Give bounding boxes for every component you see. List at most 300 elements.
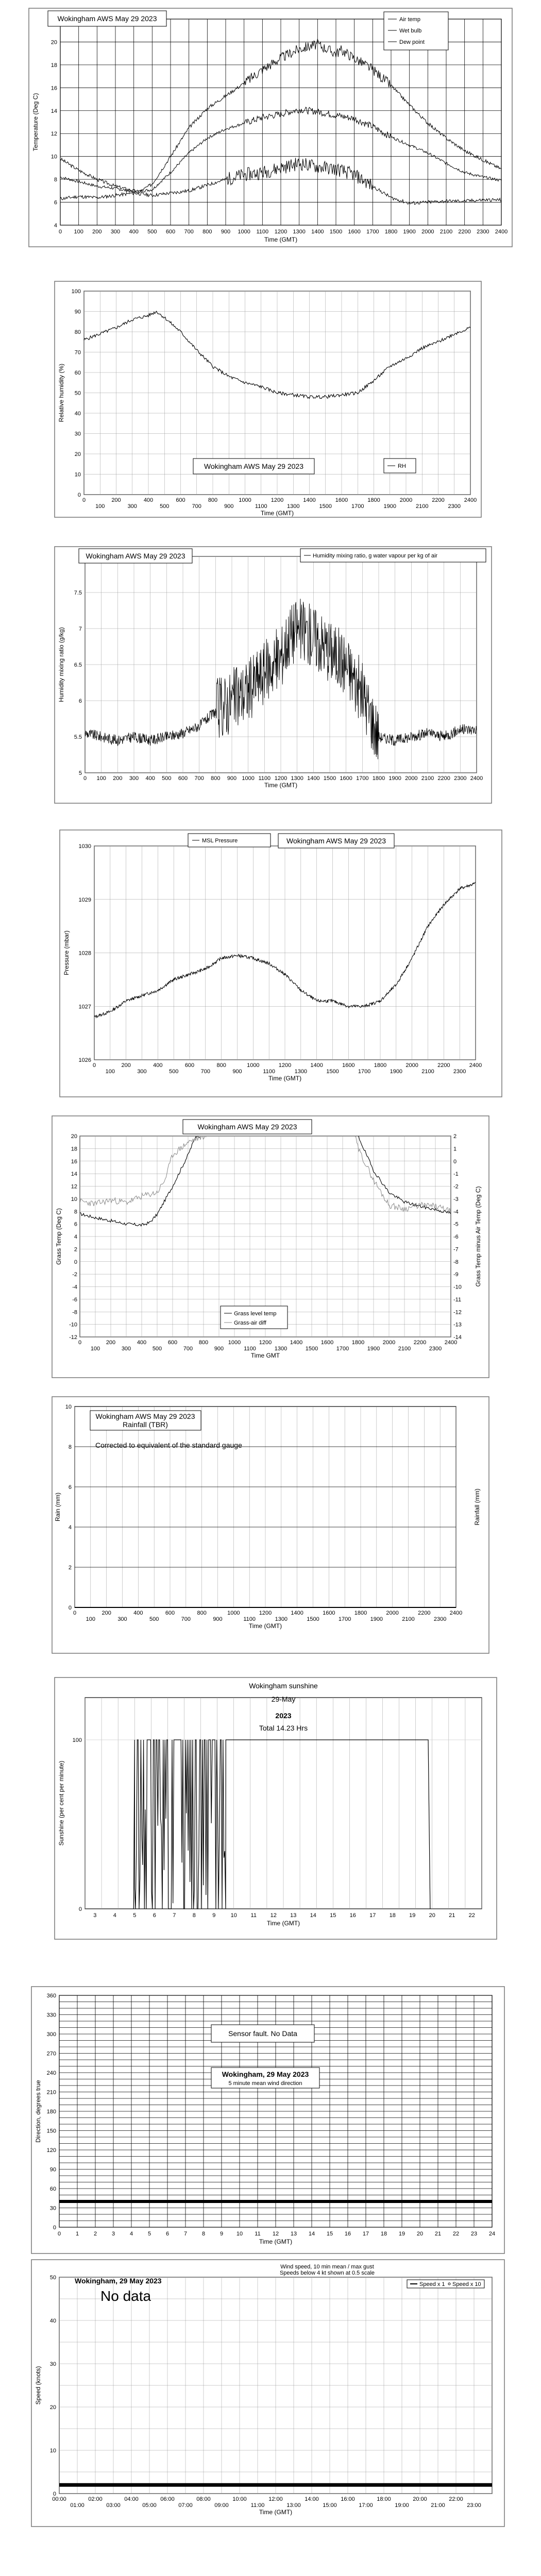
x-tick-label: 1: [75, 2231, 79, 2237]
legend-label: Speed x 10: [452, 2281, 481, 2287]
y-tick-label: 5: [78, 770, 82, 776]
x-tick-label: 15: [326, 2231, 333, 2237]
y-tick-label: 30: [74, 431, 81, 437]
x-tick-label: 1200: [274, 229, 288, 235]
x-tick-label: 3: [111, 2231, 115, 2237]
x-tick-label: 17: [362, 2231, 369, 2237]
x-tick-label: 300: [121, 1346, 131, 1352]
y-axis-label: Direction, degrees true: [35, 2080, 42, 2143]
x-tick-label: 1400: [290, 1340, 303, 1346]
x-tick-label: 23: [470, 2231, 478, 2237]
y-tick-label: 20: [50, 39, 57, 46]
y-tick-label: 90: [49, 2166, 56, 2173]
y-tick-label: -3: [453, 1196, 459, 1202]
chart-title: Wokingham AWS May 29 2023: [95, 1412, 195, 1420]
y-tick-label: 1027: [78, 1004, 91, 1010]
y-tick-label: 8: [74, 1209, 77, 1215]
x-tick-label: 100: [96, 775, 106, 782]
x-tick-label: 600: [167, 1340, 178, 1346]
x-tick-label: 04:00: [124, 2496, 139, 2502]
x-tick-label: 2000: [382, 1340, 396, 1346]
y-tick-label: 7.5: [74, 590, 82, 596]
wind-speed-chart-svg: [31, 2259, 505, 2527]
y-tick-label: 20: [71, 1133, 77, 1140]
y-tick-label: 120: [46, 2147, 56, 2154]
x-tick-label: 1000: [228, 1340, 241, 1346]
x-tick-label: 6: [165, 2231, 170, 2237]
x-axis-label: Time (GMT): [268, 1075, 302, 1082]
pressure-chart-svg: [59, 829, 502, 1097]
x-tick-label: 1700: [336, 1346, 349, 1352]
y-tick-label: 210: [46, 2089, 56, 2096]
x-tick-label: 20: [429, 1912, 435, 1919]
x-tick-label: 1900: [388, 775, 401, 782]
x-tick-label: 19: [398, 2231, 405, 2237]
x-tick-label: 01:00: [70, 2502, 84, 2509]
y-tick-label: 240: [46, 2070, 56, 2076]
y-tick-label: -14: [453, 1334, 462, 1341]
y-tick-label: 270: [46, 2050, 56, 2057]
x-axis-label: Time GMT: [250, 1352, 280, 1359]
x-tick-label: 2300: [433, 1616, 447, 1622]
x-tick-label: 2100: [421, 775, 434, 782]
x-tick-label: 100: [86, 1616, 96, 1622]
x-tick-label: 1700: [338, 1616, 351, 1622]
x-tick-label: 1800: [351, 1340, 365, 1346]
x-tick-label: 2400: [449, 1610, 463, 1616]
y-tick-label: -10: [453, 1284, 462, 1291]
x-tick-label: 1700: [351, 503, 364, 510]
chart-note: Corrected to equivalent of the standard gauge: [95, 1441, 242, 1449]
y-tick-label: 18: [71, 1146, 77, 1153]
x-tick-label: 2100: [398, 1346, 411, 1352]
y-tick-label: 50: [49, 2275, 56, 2281]
x-tick-label: 400: [137, 1340, 147, 1346]
x-axis-label: Time (GMT): [260, 510, 294, 517]
y-tick-label: 1030: [78, 843, 91, 850]
y2-axis-label: Rainfall (mm): [474, 1488, 481, 1526]
y-tick-label: -12: [453, 1309, 462, 1316]
y-tick-label: 0: [78, 1906, 82, 1912]
x-tick-label: 600: [165, 1610, 175, 1616]
y-tick-label: 40: [74, 411, 81, 417]
x-tick-label: 1400: [291, 1610, 303, 1616]
y-tick-label: 100: [72, 1737, 82, 1743]
x-tick-label: 19:00: [395, 2502, 409, 2509]
x-tick-label: 2200: [458, 229, 471, 235]
y-tick-label: 2: [74, 1246, 77, 1253]
x-tick-label: 200: [111, 497, 121, 503]
y-tick-label: 12: [71, 1183, 77, 1190]
x-tick-label: 800: [208, 497, 218, 503]
y-tick-label: 20: [49, 2404, 56, 2411]
y-axis-label: Sunshine (per cent per minute): [58, 1760, 65, 1846]
y-tick-label: -4: [72, 1284, 77, 1291]
y-tick-label: 16: [50, 85, 57, 92]
y-axis-label: Pressure (mbar): [63, 930, 70, 975]
y-tick-label: 4: [68, 1524, 72, 1531]
y-tick-label: 4: [74, 1234, 77, 1240]
x-tick-label: 2200: [437, 1062, 450, 1069]
x-tick-label: 1400: [311, 229, 324, 235]
x-tick-label: 1100: [255, 503, 267, 510]
x-tick-label: 700: [181, 1616, 191, 1622]
x-tick-label: 1100: [263, 1069, 275, 1075]
x-tick-label: 5: [147, 2231, 151, 2237]
x-tick-label: 200: [92, 229, 102, 235]
chart-subtitle: Rainfall (TBR): [123, 1420, 168, 1429]
x-tick-label: 1800: [374, 1062, 387, 1069]
y-tick-label: 6: [54, 199, 57, 206]
x-tick-label: 0: [58, 229, 62, 235]
x-tick-label: 500: [152, 1346, 162, 1352]
x-tick-label: 9: [219, 2231, 224, 2237]
y-tick-label: -5: [453, 1221, 459, 1228]
x-tick-label: 05:00: [142, 2502, 157, 2509]
x-tick-label: 1500: [329, 229, 343, 235]
x-tick-label: 07:00: [178, 2502, 193, 2509]
y-tick-label: 30: [49, 2205, 56, 2212]
x-tick-label: 10:00: [232, 2496, 247, 2502]
x-tick-label: 1100: [243, 1616, 256, 1622]
legend-label: Speed x 1: [419, 2281, 445, 2287]
chart-title: Wokingham AWS May 29 2023: [197, 1123, 297, 1131]
x-tick-label: 500: [160, 503, 170, 510]
x-tick-label: 300: [110, 229, 121, 235]
x-tick-label: 700: [194, 775, 204, 782]
x-tick-label: 08:00: [196, 2496, 211, 2502]
y-tick-label: 100: [71, 289, 81, 295]
y-tick-label: 8: [68, 1444, 72, 1450]
mixing-ratio-chart-svg: [54, 546, 492, 804]
x-tick-label: 1000: [239, 497, 251, 503]
x-tick-label: 9: [212, 1912, 216, 1919]
y-tick-label: 6: [74, 1221, 77, 1228]
x-tick-label: 1200: [278, 1062, 292, 1069]
y-tick-label: 330: [46, 2012, 56, 2019]
legend-label: RH: [398, 463, 406, 469]
x-tick-label: 0: [73, 1610, 77, 1616]
humidity-chart-svg: [54, 281, 482, 518]
x-tick-label: 1500: [307, 1616, 319, 1622]
x-tick-label: 300: [129, 775, 139, 782]
chart-title: Wokingham sunshine: [249, 1682, 318, 1690]
legend-label: Grass level temp: [234, 1311, 277, 1317]
x-tick-label: 12: [272, 2231, 279, 2237]
x-tick-label: 1000: [247, 1062, 260, 1069]
chart-total: Total 14.23 Hrs: [259, 1724, 308, 1732]
x-tick-label: 1200: [270, 497, 284, 503]
x-tick-label: 0: [78, 1340, 82, 1346]
x-tick-label: 21: [449, 1912, 455, 1919]
x-tick-label: 1300: [294, 1069, 308, 1075]
humidity-chart: [54, 281, 482, 518]
x-tick-label: 18: [380, 2231, 387, 2237]
chart-title: Wokingham AWS May 29 2023: [86, 552, 185, 560]
chart-date: 29-May: [271, 1695, 296, 1703]
x-tick-label: 11: [255, 2231, 261, 2237]
x-tick-label: 0: [57, 2231, 61, 2237]
chart-title: Wokingham AWS May 29 2023: [286, 837, 386, 845]
x-tick-label: 2100: [439, 229, 453, 235]
pressure-chart: [59, 829, 502, 1097]
x-tick-label: 100: [74, 229, 83, 235]
x-tick-label: 1800: [367, 497, 380, 503]
x-tick-label: 1200: [259, 1340, 272, 1346]
y-tick-label: 0: [77, 492, 81, 498]
y-tick-label: 60: [74, 370, 81, 376]
x-tick-label: 700: [192, 503, 201, 510]
x-tick-label: 12:00: [268, 2496, 283, 2502]
x-tick-label: 1900: [367, 1346, 380, 1352]
x-axis-label: Time (GMT): [264, 782, 298, 789]
x-tick-label: 13:00: [286, 2502, 301, 2509]
x-tick-label: 600: [176, 497, 185, 503]
x-tick-label: 1200: [274, 775, 288, 782]
x-tick-label: 800: [198, 1340, 209, 1346]
x-tick-label: 22:00: [449, 2496, 463, 2502]
y-tick-label: 6: [78, 698, 82, 704]
x-tick-label: 5: [133, 1912, 137, 1919]
x-tick-label: 16: [349, 1912, 356, 1919]
legend-label: Air temp: [399, 16, 420, 23]
y-axis-label: Humidity mixing ratio (g/kg): [58, 627, 65, 702]
y-tick-label: 360: [46, 1993, 56, 1999]
x-tick-label: 2300: [429, 1346, 442, 1352]
y-tick-label: 50: [74, 390, 81, 397]
x-tick-label: 2000: [386, 1610, 399, 1616]
x-tick-label: 500: [149, 1616, 159, 1622]
x-tick-label: 300: [137, 1069, 147, 1075]
legend-label: Humidity mixing ratio, g water vapour per kg of air: [313, 553, 438, 559]
y-tick-label: 60: [49, 2186, 56, 2192]
y-axis-label: Grass Temp (Deg C): [55, 1208, 62, 1265]
y-tick-label: 18: [50, 62, 57, 69]
x-tick-label: 1600: [335, 497, 348, 503]
x-tick-label: 1600: [320, 1340, 334, 1346]
x-tick-label: 19: [409, 1912, 416, 1919]
x-axis-label: Time (GMT): [259, 2509, 293, 2516]
x-tick-label: 400: [133, 1610, 143, 1616]
x-tick-label: 8: [201, 2231, 206, 2237]
x-tick-label: 14:00: [305, 2496, 319, 2502]
x-tick-label: 2100: [402, 1616, 415, 1622]
x-tick-label: 1500: [326, 1069, 339, 1075]
x-tick-label: 2400: [495, 229, 508, 235]
x-tick-label: 100: [105, 1069, 115, 1075]
x-tick-label: 1400: [310, 1062, 323, 1069]
x-tick-label: 00:00: [52, 2496, 66, 2502]
x-tick-label: 18:00: [377, 2496, 391, 2502]
y-tick-label: 0: [53, 2225, 56, 2231]
x-tick-label: 22: [452, 2231, 460, 2237]
x-tick-label: 24: [488, 2231, 496, 2237]
x-tick-label: 10: [236, 2231, 243, 2237]
y-tick-label: 4: [54, 223, 57, 229]
x-tick-label: 13: [290, 1912, 297, 1919]
y-tick-label: -10: [69, 1321, 77, 1328]
y-axis-label: Speed (knots): [35, 2366, 42, 2405]
y-axis-label: Temperature (Deg C): [32, 93, 39, 151]
x-tick-label: 1800: [372, 775, 385, 782]
y-tick-label: 180: [46, 2109, 56, 2115]
wind-speed-chart: [31, 2259, 505, 2527]
y-tick-label: 2: [68, 1565, 72, 1571]
x-tick-label: 02:00: [88, 2496, 103, 2502]
x-tick-label: 2: [93, 2231, 97, 2237]
x-tick-label: 600: [184, 1062, 195, 1069]
chart-title: Wokingham, 29 May 2023: [75, 2277, 162, 2285]
x-tick-label: 200: [113, 775, 123, 782]
y-axis-label: Rain (mm): [54, 1493, 61, 1521]
x-tick-label: 800: [202, 229, 212, 235]
x-tick-label: 900: [213, 1616, 223, 1622]
x-tick-label: 700: [200, 1069, 211, 1075]
x-tick-label: 7: [173, 1912, 176, 1919]
x-tick-label: 2300: [477, 229, 489, 235]
chart-year: 2023: [275, 1711, 292, 1720]
x-tick-label: 1600: [348, 229, 361, 235]
x-tick-label: 900: [227, 775, 237, 782]
x-tick-label: 700: [184, 229, 194, 235]
x-tick-label: 1100: [258, 775, 271, 782]
x-tick-label: 0: [92, 1062, 96, 1069]
x-tick-label: 03:00: [106, 2502, 121, 2509]
x-tick-label: 500: [147, 229, 157, 235]
chart-subtitle: 5 minute mean wind direction: [228, 2080, 302, 2087]
y-tick-label: -9: [453, 1272, 459, 1278]
x-tick-label: 0: [82, 497, 86, 503]
chart-title: Wokingham AWS May 29 2023: [57, 14, 157, 23]
x-tick-label: 2000: [399, 497, 413, 503]
x-tick-label: 2200: [432, 497, 445, 503]
y-tick-label: 0: [68, 1605, 72, 1611]
y-tick-label: -13: [453, 1321, 462, 1328]
x-tick-label: 200: [121, 1062, 131, 1069]
x-tick-label: 2300: [453, 1069, 466, 1075]
y-tick-label: 10: [65, 1404, 72, 1410]
y-tick-label: -8: [453, 1259, 459, 1265]
y-tick-label: -7: [453, 1246, 459, 1253]
x-tick-label: 100: [95, 503, 105, 510]
x-tick-label: 300: [127, 503, 137, 510]
y-tick-label: -2: [453, 1183, 459, 1190]
rainfall-chart: [52, 1396, 489, 1654]
grass-temp-chart-svg: [52, 1115, 489, 1378]
x-axis-label: Time (GMT): [266, 1920, 300, 1927]
x-tick-label: 1700: [366, 229, 379, 235]
x-tick-label: 1000: [227, 1610, 240, 1616]
x-tick-label: 700: [183, 1346, 193, 1352]
x-tick-label: 23:00: [467, 2502, 481, 2509]
x-tick-label: 1300: [293, 229, 306, 235]
sunshine-chart: [54, 1677, 497, 1940]
x-tick-label: 1600: [323, 1610, 335, 1616]
x-tick-label: 21: [434, 2231, 442, 2237]
x-tick-label: 1400: [307, 775, 320, 782]
x-tick-label: 2200: [418, 1610, 431, 1616]
x-tick-label: 1200: [259, 1610, 272, 1616]
x-tick-label: 900: [224, 503, 234, 510]
x-tick-label: 14: [308, 2231, 315, 2237]
x-tick-label: 1000: [238, 229, 250, 235]
y-tick-label: 7: [78, 626, 82, 632]
y-tick-label: 90: [74, 309, 81, 315]
legend-label: Wet bulb: [399, 28, 422, 34]
y-tick-label: -12: [69, 1334, 77, 1341]
x-tick-label: 0: [83, 775, 87, 782]
x-tick-label: 400: [145, 775, 155, 782]
x-tick-label: 2000: [421, 229, 434, 235]
x-tick-label: 2100: [421, 1069, 434, 1075]
x-tick-label: 4: [113, 1912, 116, 1919]
x-tick-label: 800: [197, 1610, 207, 1616]
y-tick-label: 16: [71, 1158, 77, 1165]
x-tick-label: 1800: [354, 1610, 367, 1616]
x-tick-label: 1900: [390, 1069, 403, 1075]
grass-temp-chart: [52, 1115, 489, 1378]
y-tick-label: 0: [453, 1158, 457, 1165]
x-tick-label: 500: [168, 1069, 179, 1075]
x-tick-label: 300: [117, 1616, 127, 1622]
x-axis-label: Time (GMT): [259, 2238, 293, 2245]
x-tick-label: 22: [468, 1912, 475, 1919]
x-tick-label: 1300: [291, 775, 303, 782]
y-tick-label: 40: [49, 2318, 56, 2324]
x-tick-label: 2100: [416, 503, 429, 510]
x-tick-label: 400: [143, 497, 154, 503]
y-tick-label: -6: [72, 1296, 77, 1303]
x-tick-label: 900: [221, 229, 231, 235]
y-tick-label: -2: [72, 1272, 77, 1278]
mixing-ratio-chart: [54, 546, 492, 804]
legend-label: MSL Pressure: [202, 838, 238, 844]
y-tick-label: 0: [74, 1259, 77, 1265]
y-tick-label: 70: [74, 349, 81, 356]
x-axis-label: Time (GMT): [248, 1622, 282, 1630]
x-tick-label: 500: [162, 775, 172, 782]
caption-wind-speed: Wind speed, 10 min mean / max gust: [280, 2264, 374, 2270]
y-tick-label: -4: [453, 1209, 459, 1215]
y-tick-label: 10: [49, 2448, 56, 2454]
y-tick-label: 10: [71, 1196, 77, 1202]
x-tick-label: 800: [216, 1062, 226, 1069]
temperature-chart-svg: [28, 8, 513, 247]
y-tick-label: 2: [453, 1133, 457, 1140]
x-tick-label: 11:00: [250, 2502, 265, 2509]
x-tick-label: 16:00: [341, 2496, 355, 2502]
x-tick-label: 20:00: [413, 2496, 427, 2502]
wind-direction-chart: [31, 1986, 505, 2254]
y-tick-label: 5.5: [74, 734, 82, 740]
y-axis-label: Relative humidity (%): [58, 363, 65, 422]
x-tick-label: 1900: [403, 229, 416, 235]
temperature-chart: [28, 8, 513, 247]
caption-scale: Speeds below 4 kt shown at 0.5 scale: [279, 2270, 375, 2276]
x-tick-label: 1300: [287, 503, 300, 510]
x-tick-label: 7: [183, 2231, 188, 2237]
x-tick-label: 2000: [405, 775, 418, 782]
x-tick-label: 15: [330, 1912, 336, 1919]
chart-title: Wokingham, 29 May 2023: [222, 2070, 309, 2078]
y-tick-label: -1: [453, 1171, 459, 1178]
x-tick-label: 1900: [383, 503, 396, 510]
x-tick-label: 2200: [437, 775, 450, 782]
x-tick-label: 4: [129, 2231, 133, 2237]
x-tick-label: 2200: [413, 1340, 427, 1346]
x-tick-label: 1100: [256, 229, 269, 235]
x-tick-label: 1600: [340, 775, 352, 782]
